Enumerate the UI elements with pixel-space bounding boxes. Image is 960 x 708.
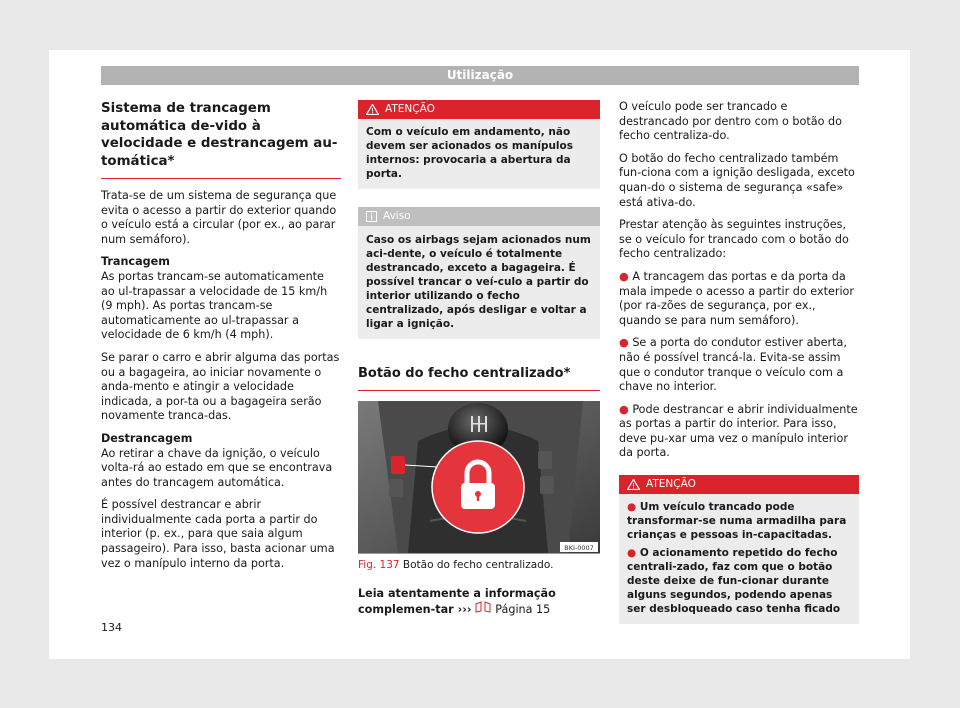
list-item: ● Pode destrancar e abrir individualmente as portas a partir do interior. Para isso, deve pu-xar uma vez o manípulo interior da porta. <box>619 402 858 460</box>
note-text: Caso os airbags sejam acionados num aci-dente, o veículo é totalmente destrancado, exceto a bagageira. É possível trancar o veí-culo a partir do interior utilizando o fecho centralizado, após desligar e voltar a ligar a ignição. <box>366 234 591 330</box>
lock-subheading: Trancagem <box>101 255 170 269</box>
list-item: ● Se a porta do condutor estiver aberta, não é possível trancá-la. Evita-se assim que o condutor tranque o veículo com a chave no interior. <box>619 336 847 394</box>
unlock-subheading: Destrancagem <box>101 431 193 445</box>
warning-box-header <box>358 100 600 119</box>
gear-shift-console-image <box>358 401 600 553</box>
warning-box-2 <box>619 475 859 624</box>
read-more-text: Leia atentamente a informação complemen-tar <box>358 586 556 617</box>
warning-2-body <box>619 494 859 624</box>
col3-paragraph-3: Prestar atenção às seguintes instruções, se o veículo for trancado com o botão do fecho centralizado: <box>619 218 849 261</box>
column-1 <box>101 100 341 579</box>
bullet-icon: ● <box>619 336 629 350</box>
col3-paragraph-2: O botão do fecho centralizado também fun-ciona com a ignição desligada, exceto quan-do o sistema de segurança «safe» está ativa-do. <box>619 151 855 209</box>
section-heading-auto-lock: Sistema de trancagem automática de-vido à velocidade e destrancagem au-tomática* <box>101 100 341 179</box>
warning-box <box>358 100 600 189</box>
central-lock-figure <box>358 401 600 554</box>
bullet-icon: ● <box>619 269 629 283</box>
page-number: 134 <box>101 621 122 634</box>
lock-paragraph-2: Se parar o carro e abrir alguma das portas ou a bagageira, ao iniciar novamente o anda-mento e atingir a velocidade indicada, a por-ta ou a bagageira serão novamente tranca-das. <box>101 350 340 423</box>
figure-number: Fig. 137 <box>358 559 400 571</box>
read-more-note <box>358 587 600 618</box>
intro-paragraph: Trata-se de um sistema de segurança que evita o acesso a partir do exterior quando o veículo está a circular (por ex., ao parar num semáforo). <box>101 189 337 246</box>
book-reference-icon <box>475 601 491 613</box>
bullet-icon: ● <box>627 501 637 514</box>
section-heading-central-lock: Botão do fecho centralizado* <box>358 365 600 391</box>
warning-triangle-icon <box>627 479 640 490</box>
read-more-arrows[interactable]: ››› <box>457 603 472 617</box>
note-title: Aviso <box>383 210 411 222</box>
column-3 <box>619 100 859 624</box>
lock-paragraph-1: As portas trancam-se automaticamente ao ul-trapassar a velocidade de 15 km/h (9 mph). As portas trancam-se automaticamente ao ul-trapassar a velocidade de 6 km/h (4 mph). <box>101 269 328 342</box>
figure-caption <box>358 558 600 573</box>
warning-2-title: ATENÇÃO <box>646 478 696 491</box>
read-more-page[interactable]: Página 15 <box>495 603 551 617</box>
warning-text: Com o veículo em andamento, não devem ser acionados os manípulos internos: provocaria a abertura da porta. <box>366 126 573 180</box>
list-item: ● A trancagem das portas e da porta da mala impede o acesso a partir do exterior (por ra-zões de segurança, por ex., quando se para num semáforo). <box>619 269 855 327</box>
info-icon <box>366 211 377 222</box>
warning-box-2-header <box>619 475 859 494</box>
unlock-paragraph-2: É possível destrancar e abrir individualmente cada porta a partir do interior (p. ex., para que saia algum passageiro). Para isso, basta acionar uma vez o manípulo interno da porta. <box>101 498 335 570</box>
col3-paragraph-1: O veículo pode ser trancado e destrancado por dentro com o botão do fecho centraliza-do. <box>619 100 842 143</box>
note-box-header <box>358 207 600 226</box>
bullet-icon: ● <box>627 547 637 560</box>
figure-caption-text: Botão do fecho centralizado. <box>402 559 554 571</box>
column-2 <box>358 100 600 618</box>
list-item: ● O acionamento repetido do fecho centrali-zado, faz com que o botão deste deixe de fun-cionar durante alguns segundos, podendo apenas ser desbloqueado caso tenha ficado <box>627 547 841 616</box>
list-item: ● Um veículo trancado pode transformar-se numa armadilha para crianças e pessoas in-capacitadas. <box>627 501 847 542</box>
page-header: Utilização <box>101 66 859 85</box>
bullet-icon: ● <box>619 402 629 416</box>
warning-triangle-icon <box>366 104 379 115</box>
warning-title: ATENÇÃO <box>385 103 435 115</box>
figure-code: BKI-0007 <box>564 544 594 552</box>
note-box <box>358 207 600 339</box>
unlock-paragraph-1: Ao retirar a chave da ignição, o veículo volta-rá ao estado em que se encontrava antes do trancagem automática. <box>101 446 333 489</box>
